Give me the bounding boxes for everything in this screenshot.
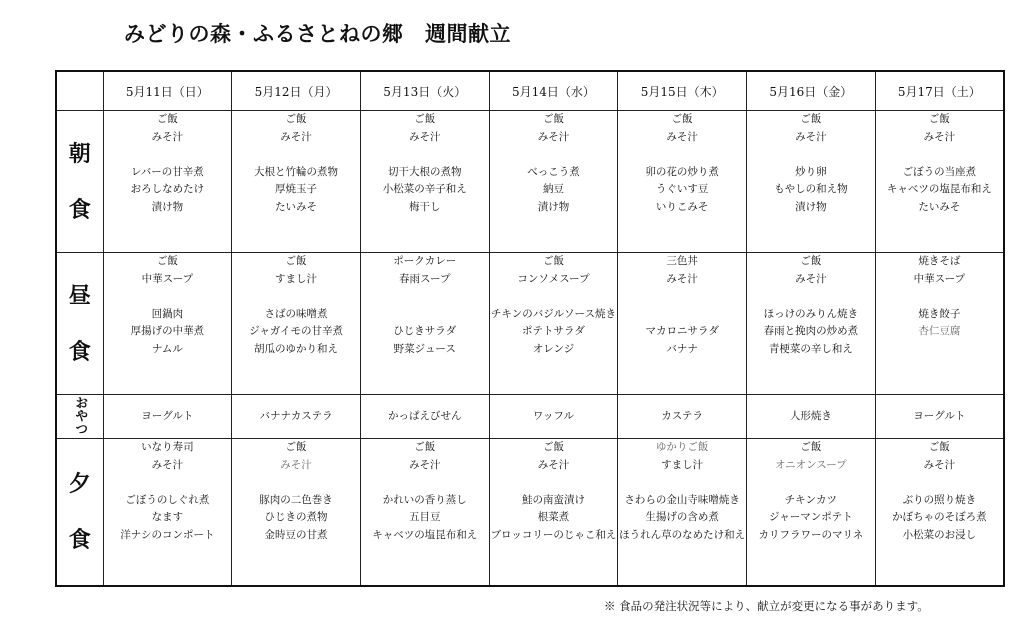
menu-item: みそ汁: [923, 130, 956, 143]
menu-cell: [103, 439, 232, 586]
menu-cell: [747, 253, 876, 395]
meal-label-char: 食: [68, 196, 91, 223]
weekly-menu-table: [55, 70, 1005, 587]
menu-item: ご飯: [800, 441, 822, 453]
menu-cell: [489, 111, 618, 253]
meal-label-char: 食: [68, 526, 91, 553]
menu-item: いりこみそ: [655, 200, 709, 213]
menu-item: 漬け物: [537, 200, 570, 213]
menu-item: レバーの甘辛煮: [130, 165, 204, 178]
menu-item: ヨーグルト: [913, 409, 966, 422]
meal-label-text: おやつ: [72, 395, 88, 435]
menu-item: さわらの金山寺味噌焼き: [624, 493, 740, 506]
menu-cell: [618, 439, 747, 586]
menu-item: すまし汁: [275, 272, 318, 285]
day-header: 5月14日（水）: [489, 71, 618, 111]
menu-cell: [360, 111, 489, 253]
menu-cell: [489, 439, 618, 586]
menu-item: 鮭の南蛮漬け: [521, 493, 585, 506]
menu-item: ナムル: [151, 342, 183, 355]
menu-item: みそ汁: [280, 130, 312, 143]
menu-item: [361, 474, 489, 492]
menu-item: ワッフル: [532, 409, 574, 422]
menu-cell: [232, 253, 361, 395]
menu-item: チキンのバジルソース焼き: [490, 307, 617, 320]
menu-item: みそ汁: [280, 458, 312, 471]
menu-cell: [618, 253, 747, 395]
menu-item: オニオンスープ: [775, 458, 847, 471]
menu-item: ヨーグルト: [141, 409, 194, 422]
menu-item: 卯の花の炒り煮: [645, 165, 719, 178]
menu-cell: [875, 111, 1004, 253]
menu-item: みそ汁: [409, 458, 441, 471]
menu-item: [490, 146, 618, 164]
menu-item: みそ汁: [795, 130, 827, 143]
menu-item: ポテトサラダ: [522, 325, 585, 337]
menu-cell: [103, 395, 232, 439]
menu-item: ひじきサラダ: [393, 325, 457, 337]
menu-item: [618, 288, 746, 306]
menu-cell: [232, 439, 361, 586]
menu-item: 大根と竹輪の煮物: [254, 165, 339, 178]
menu-item: 野菜ジュース: [393, 342, 456, 355]
corner-cell: [56, 71, 103, 111]
menu-item: ご飯: [800, 255, 822, 267]
menu-cell: [875, 253, 1004, 395]
menu-item: [747, 474, 875, 492]
meal-row-lunch: [56, 253, 1004, 395]
menu-item: 中華スープ: [913, 272, 966, 285]
menu-item: みそ汁: [537, 458, 570, 471]
menu-item: 中華スープ: [141, 272, 194, 285]
day-header: 5月17日（土）: [875, 71, 1004, 111]
menu-item: ゆかりご飯: [655, 441, 709, 453]
menu-item: 厚焼玉子: [275, 183, 318, 195]
menu-item: ご飯: [542, 113, 564, 125]
menu-item: バナナ: [666, 342, 698, 355]
menu-item: ひじきの煮物: [264, 511, 328, 523]
menu-item: [361, 146, 489, 164]
menu-item: [232, 146, 360, 164]
meal-label-lunch: [56, 253, 103, 395]
menu-item: 豚肉の二色巻き: [259, 493, 333, 506]
menu-item: 春雨と挽肉の炒め煮: [763, 325, 859, 337]
menu-item: 金時豆の甘煮: [264, 528, 328, 541]
menu-item: ブロッコリーのじゃこ和え: [490, 528, 617, 541]
menu-item: マカロニサラダ: [645, 325, 719, 337]
menu-item: 洋ナシのコンポート: [120, 528, 215, 541]
menu-item: キャベツの塩昆布和え: [372, 528, 478, 541]
menu-item: [876, 288, 1003, 306]
meal-row-breakfast: [56, 111, 1004, 253]
menu-item: 納豆: [542, 183, 564, 195]
menu-item: ご飯: [542, 441, 564, 453]
meal-label-breakfast: [56, 111, 103, 253]
menu-cell: [232, 395, 361, 439]
menu-item: 杏仁豆腐: [918, 325, 961, 337]
menu-cell: [875, 439, 1004, 586]
menu-item: ご飯: [285, 441, 307, 453]
menu-item: [747, 288, 875, 306]
menu-item: 厚揚げの中華煮: [130, 325, 205, 337]
menu-item: ご飯: [800, 113, 822, 125]
menu-item: べっこう煮: [527, 165, 580, 178]
menu-item: ごぼうのしぐれ煮: [125, 493, 210, 506]
menu-item: ジャガイモの甘辛煮: [249, 325, 344, 337]
menu-item: [232, 474, 360, 492]
menu-item: 生揚げの含め煮: [645, 511, 719, 523]
menu-item: みそ汁: [409, 130, 441, 143]
meal-label-char: 食: [68, 338, 91, 365]
day-header: 5月12日（月）: [232, 71, 361, 111]
menu-item: 漬け物: [795, 200, 827, 213]
menu-item: [618, 146, 746, 164]
menu-item: ご飯: [414, 113, 436, 125]
menu-item: ご飯: [285, 255, 307, 267]
menu-item: たいみそ: [918, 200, 961, 213]
menu-item: 人形焼き: [789, 409, 832, 422]
menu-item: バナナカステラ: [259, 409, 333, 422]
meal-label-snack: [56, 395, 103, 439]
menu-cell: [618, 395, 747, 439]
menu-cell: [360, 253, 489, 395]
menu-item: ご飯: [928, 441, 950, 453]
meal-label-char: 朝: [68, 140, 91, 167]
menu-item: たいみそ: [275, 200, 318, 213]
menu-item: チキンカツ: [784, 493, 838, 506]
menu-cell: [747, 395, 876, 439]
menu-cell: [103, 253, 232, 395]
meal-label-char: 夕: [68, 470, 91, 497]
menu-item: 小松菜のお浸し: [902, 528, 977, 541]
menu-item: 梅干し: [409, 200, 441, 213]
menu-item: みそ汁: [795, 272, 827, 285]
menu-item: [361, 288, 489, 306]
menu-item: みそ汁: [923, 458, 956, 471]
meal-row-snack: [56, 395, 1004, 439]
menu-item: みそ汁: [151, 130, 184, 143]
page-title: みどりの森・ふるさとねの郷 週間献立: [124, 21, 511, 46]
menu-cell: [747, 111, 876, 253]
menu-item: 焼きそば: [918, 255, 961, 267]
menu-item: かぼちゃのそぼろ煮: [892, 511, 987, 523]
day-header: 5月13日（火）: [360, 71, 489, 111]
menu-item: ごぼうの当座煮: [902, 165, 977, 178]
menu-item: さばの味噌煮: [264, 307, 328, 320]
menu-item: ご飯: [285, 113, 307, 125]
menu-item: [618, 306, 746, 324]
menu-cell: [232, 111, 361, 253]
menu-item: うぐいす豆: [655, 183, 709, 195]
menu-item: ご飯: [414, 441, 436, 453]
menu-item: ほうれん草のなめたけ和え: [619, 528, 746, 541]
menu-item: カステラ: [661, 409, 704, 422]
menu-item: みそ汁: [666, 272, 698, 285]
menu-item: [490, 474, 618, 492]
menu-cell: [103, 111, 232, 253]
menu-item: 胡瓜のゆかり和え: [254, 342, 339, 355]
menu-item: [232, 288, 360, 306]
menu-item: カリフラワーのマリネ: [758, 528, 864, 541]
menu-item: 青梗菜の辛し和え: [768, 342, 853, 355]
menu-item: ご飯: [928, 113, 950, 125]
day-header: 5月16日（金）: [747, 71, 876, 111]
menu-item: 小松菜の辛子和え: [382, 183, 467, 195]
menu-item: キャベツの塩昆布和え: [886, 183, 992, 195]
menu-item: ご飯: [156, 113, 178, 125]
menu-item: かれいの香り蒸し: [382, 493, 467, 506]
menu-item: かっぱえびせん: [388, 409, 462, 422]
menu-item: 炒り卵: [795, 165, 827, 178]
menu-item: ほっけのみりん焼き: [763, 307, 859, 320]
menu-item: コンソメスープ: [517, 272, 590, 285]
menu-item: 漬け物: [151, 200, 184, 213]
day-header: 5月15日（木）: [618, 71, 747, 111]
menu-cell: [489, 253, 618, 395]
menu-item: 根菜煮: [537, 511, 570, 523]
menu-item: みそ汁: [151, 458, 184, 471]
menu-item: みそ汁: [666, 130, 698, 143]
menu-item: 切干大根の煮物: [388, 165, 462, 178]
menu-item: [618, 474, 746, 492]
day-header: 5月11日（日）: [103, 71, 232, 111]
menu-item: [104, 474, 232, 492]
meal-label-dinner: [56, 439, 103, 586]
menu-item: なます: [151, 511, 184, 523]
menu-item: [104, 288, 232, 306]
menu-item: 回鍋肉: [151, 307, 184, 320]
meal-row-dinner: [56, 439, 1004, 586]
menu-item: 春雨スープ: [399, 272, 451, 285]
menu-item: [490, 288, 618, 306]
menu-item: オレンジ: [532, 342, 575, 355]
menu-item: [104, 146, 232, 164]
menu-item: 五目豆: [409, 511, 441, 523]
menu-cell: [360, 395, 489, 439]
meal-label-char: 昼: [68, 282, 91, 309]
menu-item: ぶりの照り焼き: [902, 493, 977, 506]
menu-cell: [618, 111, 747, 253]
menu-item: もやしの和え物: [774, 183, 848, 195]
menu-item: すまし汁: [661, 458, 704, 471]
menu-cell: [360, 439, 489, 586]
footnote: ※ 食品の発注状況等により、献立が変更になる事があります。: [604, 599, 929, 613]
menu-item: [361, 306, 489, 324]
menu-item: いなり寿司: [141, 441, 194, 453]
menu-item: [876, 146, 1003, 164]
menu-item: ポークカレー: [393, 255, 457, 267]
menu-item: ご飯: [542, 255, 564, 267]
menu-cell: [747, 439, 876, 586]
menu-cell: [489, 395, 618, 439]
menu-cell: [875, 395, 1004, 439]
menu-item: ジャーマンポテト: [768, 511, 853, 523]
menu-item: みそ汁: [537, 130, 570, 143]
menu-item: おろしなめたけ: [130, 183, 205, 195]
menu-item: ご飯: [156, 255, 178, 267]
menu-item: ご飯: [671, 113, 693, 125]
menu-item: [876, 474, 1003, 492]
menu-item: [747, 146, 875, 164]
day-header-row: [56, 71, 1004, 111]
menu-item: 焼き餃子: [918, 307, 961, 320]
menu-item: 三色丼: [666, 255, 698, 267]
